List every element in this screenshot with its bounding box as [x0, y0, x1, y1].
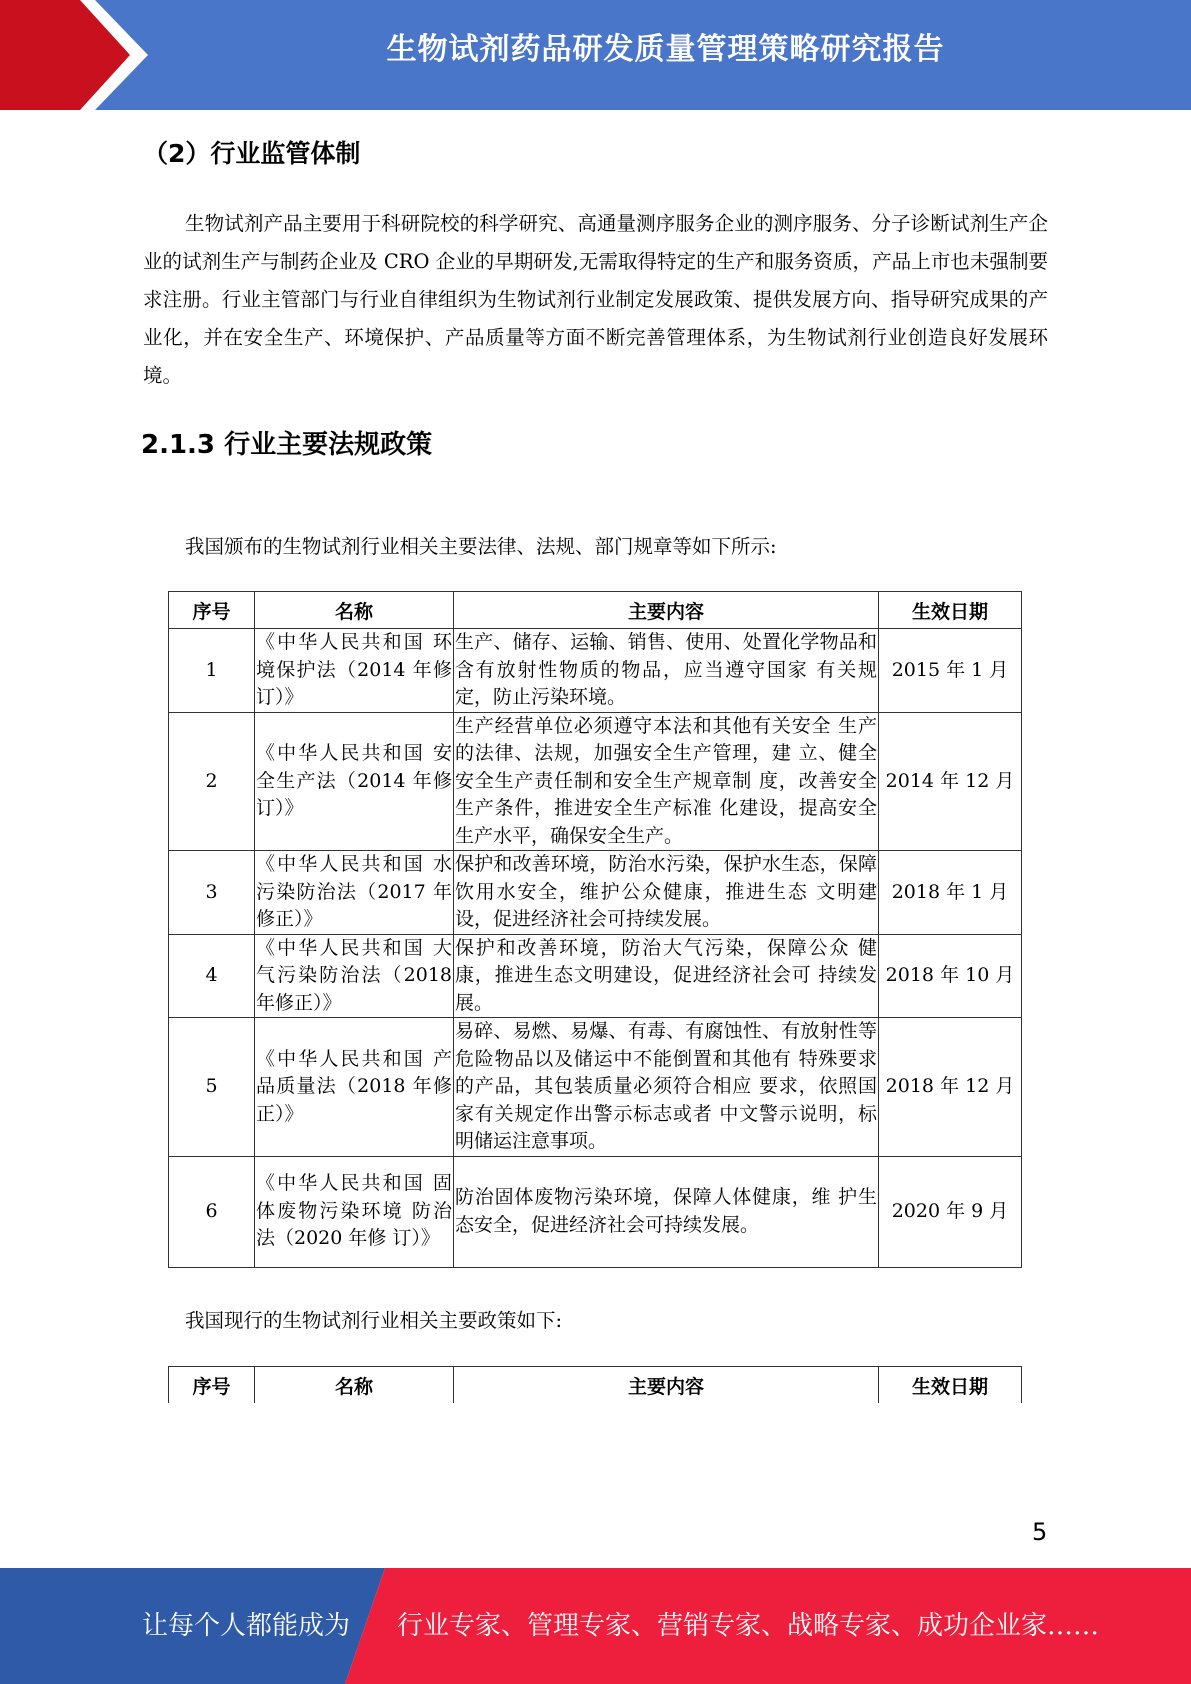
- effective-date: 2018 年 1 月: [879, 851, 1022, 935]
- header-cell-content: 主要内容: [454, 1367, 879, 1404]
- header-cell-content: 主要内容: [454, 592, 879, 629]
- header-cell-name: 名称: [255, 592, 454, 629]
- effective-date: 2018 年 10 月: [879, 934, 1022, 1018]
- page-footer: [0, 1568, 1191, 1684]
- law-name: 《中华人民共和国 固体废物污染环境 防治法（2020 年修 订）》: [255, 1156, 454, 1267]
- subsection-heading: （2）行业监管体制: [143, 139, 361, 168]
- effective-date: 2020 年 9 月: [879, 1156, 1022, 1267]
- law-name: 《中华人民共和国 水污染防治法（2017 年修正）》: [255, 851, 454, 935]
- header-cell-no: 序号: [169, 1367, 255, 1404]
- policies-intro-text: 我国现行的生物试剂行业相关主要政策如下:: [185, 1309, 563, 1332]
- law-name: 《中华人民共和国 大气污染防治法（2018 年修正）》: [255, 934, 454, 1018]
- laws-table: [168, 591, 1022, 1268]
- row-number: 6: [169, 1156, 255, 1267]
- row-number: 1: [169, 629, 255, 713]
- law-content: 易碎、易燃、易爆、有毒、有腐蚀性、有放射性等危险物品以及储运中不能倒置和其他有 特殊要求的产品，其包装质量必须符合相应 要求，依照国家有关规定作出警示标志或者 中文警示说明，标明储运注意事项。: [454, 1018, 879, 1157]
- row-number: 4: [169, 934, 255, 1018]
- row-number: 3: [169, 851, 255, 935]
- law-content: 保护和改善环境，防治大气污染，保障公众 健康，推进生态文明建设，促进经济社会可 持续发展。: [454, 934, 879, 1018]
- law-content: 生产经营单位必须遵守本法和其他有关安全 生产的法律、法规，加强安全生产管理，建 立、健全安全生产责任制和安全生产规章制 度，改善安全生产条件，推进安全生产标准 化建设，提高安全生产水平，确保安全生产。: [454, 712, 879, 851]
- policies-table: [168, 1366, 1022, 1403]
- law-content: 保护和改善环境，防治水污染，保护水生态，保障饮用水安全，维护公众健康，推进生态 文明建设，促进经济社会可持续发展。: [454, 851, 879, 935]
- row-number: 5: [169, 1018, 255, 1157]
- footer-slogan-left: 让每个人都能成为: [142, 1611, 351, 1641]
- effective-date: 2018 年 12 月: [879, 1018, 1022, 1157]
- table-row: [169, 851, 1022, 935]
- table-row: [169, 1018, 1022, 1157]
- page-number: 5: [1032, 1518, 1048, 1546]
- effective-date: 2014 年 12 月: [879, 712, 1022, 851]
- law-content: 防治固体废物污染环境，保障人体健康，维 护生态安全，促进经济社会可持续发展。: [454, 1156, 879, 1267]
- header-cell-name: 名称: [255, 1367, 454, 1404]
- header-title: 生物试剂药品研发质量管理策略研究报告: [386, 32, 945, 67]
- table-row: [169, 1156, 1022, 1267]
- table-header-row: [169, 1367, 1022, 1404]
- row-number: 2: [169, 712, 255, 851]
- header-cell-date: 生效日期: [879, 592, 1022, 629]
- effective-date: 2015 年 1 月: [879, 629, 1022, 713]
- footer-slogan-right: 行业专家、管理专家、营销专家、战略专家、成功企业家……: [397, 1611, 1100, 1641]
- table-header-row: [169, 592, 1022, 629]
- table-row: [169, 629, 1022, 713]
- header-cell-no: 序号: [169, 592, 255, 629]
- section-heading: 2.1.3 行业主要法规政策: [141, 430, 433, 460]
- laws-intro-text: 我国颁布的生物试剂行业相关主要法律、法规、部门规章等如下所示:: [185, 535, 777, 558]
- page-header: [0, 0, 1191, 110]
- law-name: 《中华人民共和国 环境保护法（2014 年修订）》: [255, 629, 454, 713]
- law-name: 《中华人民共和国 产品质量法（2018 年修正）》: [255, 1018, 454, 1157]
- header-cell-date: 生效日期: [879, 1367, 1022, 1404]
- table-row: [169, 934, 1022, 1018]
- table-row: [169, 712, 1022, 851]
- body-paragraph: 生物试剂产品主要用于科研院校的科学研究、高通量测序服务企业的测序服务、分子诊断试剂生产企业的试剂生产与制药企业及 CRO 企业的早期研发,无需取得特定的生产和服务资质，产品上市也未强制要求注册。行业主管部门与行业自律组织为生物试剂行业制定发展政策、提供发展方向、指导研究成果的产业化，并在安全生产、环境保护、产品质量等方面不断完善管理体系，为生物试剂行业创造良好发展环境。: [143, 212, 1048, 387]
- law-name: 《中华人民共和国 安全生产法（2014 年修订）》: [255, 712, 454, 851]
- law-content: 生产、储存、运输、销售、使用、处置化学物品和含有放射性物质的物品，应当遵守国家 有关规定，防止污染环境。: [454, 629, 879, 713]
- header-chevron-graphic: [0, 0, 160, 110]
